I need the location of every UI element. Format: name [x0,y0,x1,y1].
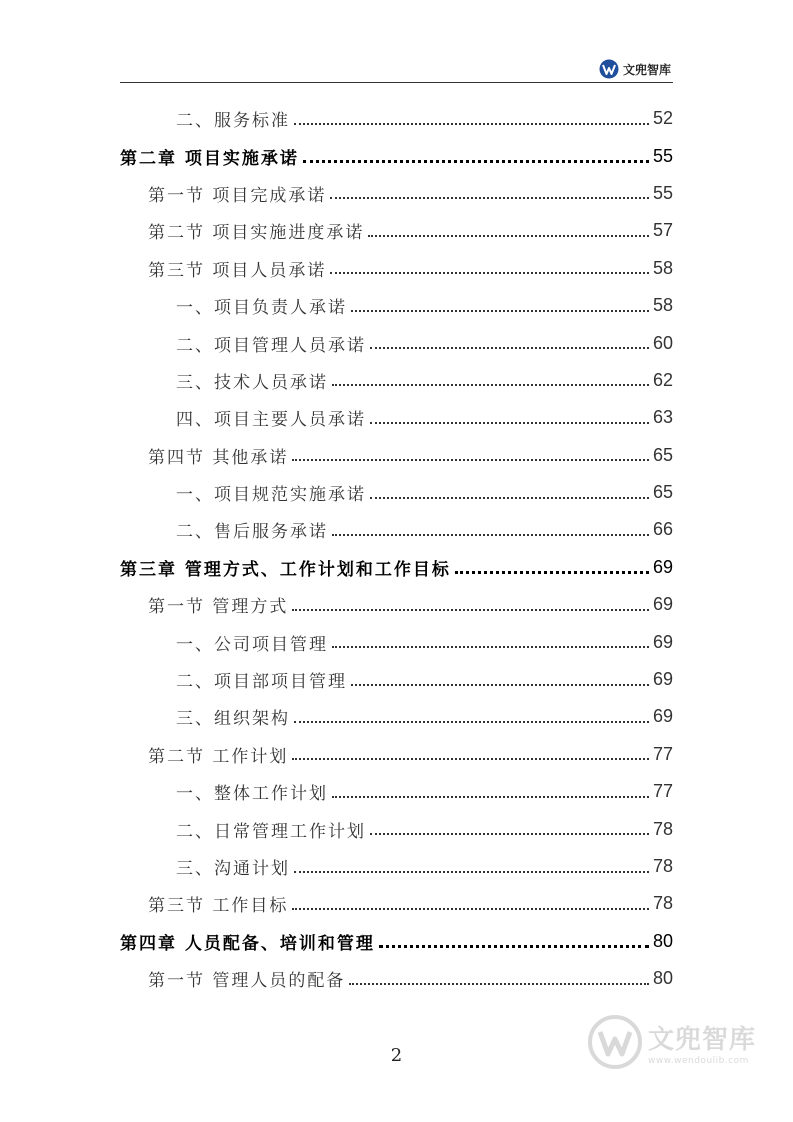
toc-entry-label: 一、项目规范实施承诺 [176,485,366,506]
toc-entry-page: 77 [652,781,673,802]
toc-entry[interactable] [120,437,673,474]
toc-entry[interactable] [120,623,673,660]
toc-entry-label: 四、项目主要人员承诺 [176,410,366,431]
toc-entry[interactable] [120,175,673,212]
watermark-text: 文兜智库 [648,1024,757,1055]
toc-entry[interactable] [120,362,673,399]
toc-leader-dots [330,197,649,199]
header-rule [120,82,673,83]
toc-entry-page: 63 [652,407,673,428]
toc-entry-page: 69 [652,706,673,727]
toc-entry-page: 52 [652,108,673,129]
toc-entry-page: 69 [652,594,673,615]
watermark-logo-icon [588,1015,642,1069]
toc-entry-page: 69 [652,556,673,577]
toc-entry-label: 二、日常管理工作计划 [176,821,366,842]
toc-entry-label: 二、售后服务承诺 [176,522,328,543]
watermark [588,1015,756,1069]
toc-leader-dots [294,871,649,873]
toc-leader-dots [368,235,649,237]
toc-entry-label: 第二节 项目实施进度承诺 [148,223,365,244]
toc-entry-page: 78 [652,818,673,839]
toc-entry-label: 第二章 项目实施承诺 [120,148,299,169]
toc-entry-page: 69 [652,669,673,690]
toc-leader-dots [332,384,649,386]
toc-entry-label: 第二节 工作计划 [148,746,289,767]
toc-entry-label: 二、服务标准 [176,111,290,132]
watermark-url: www.wendoulib.com [648,1055,749,1066]
toc-entry[interactable] [120,773,673,810]
toc-entry[interactable] [120,212,673,249]
toc-entry-page: 60 [652,332,673,353]
toc-leader-dots [303,160,649,163]
toc-leader-dots [292,459,649,461]
toc-leader-dots [370,833,649,835]
toc-entry-label: 第三节 项目人员承诺 [148,260,327,281]
toc-entry[interactable] [120,511,673,548]
toc-leader-dots [351,310,649,312]
toc-entry-page: 65 [652,444,673,465]
toc-entry-label: 第一节 管理人员的配备 [148,971,346,992]
toc-entry-page: 55 [652,182,673,203]
toc-entry[interactable] [120,661,673,698]
toc-entry-label: 二、项目管理人员承诺 [176,335,366,356]
toc-entry[interactable] [120,960,673,997]
toc-entry-label: 三、技术人员承诺 [176,372,328,393]
toc-leader-dots [349,983,649,985]
toc-entry-label: 一、项目负责人承诺 [176,298,347,319]
toc-entry-label: 一、公司项目管理 [176,634,328,655]
toc-entry[interactable] [120,736,673,773]
toc-entry[interactable] [120,549,673,586]
toc-entry-label: 三、沟通计划 [176,859,290,879]
toc-entry-label: 第一节 项目完成承诺 [148,185,327,206]
toc-leader-dots [379,945,649,948]
toc-entry-page: 58 [652,257,673,278]
toc-leader-dots [455,571,649,574]
toc-leader-dots [332,534,649,536]
toc-entry-page: 80 [652,930,673,951]
toc-entry-page: 80 [652,968,673,989]
table-of-contents [120,100,673,997]
toc-entry-label: 一、整体工作计划 [176,784,328,805]
toc-entry-label: 第四章 人员配备、培训和管理 [120,933,375,954]
toc-leader-dots [370,422,649,424]
header-logo-text: 文兜智库 [622,62,671,77]
wendou-logo-icon [599,59,619,79]
toc-leader-dots [294,123,649,125]
toc-entry-page: 58 [652,295,673,316]
toc-leader-dots [292,908,649,910]
toc-entry-label: 二、项目部项目管理 [176,672,347,693]
toc-entry-page: 57 [652,220,673,241]
toc-entry[interactable] [120,100,673,137]
toc-entry-label: 第三节 工作目标 [148,896,289,917]
toc-leader-dots [294,721,649,723]
toc-entry-page: 69 [652,631,673,652]
toc-entry-page: 55 [652,145,673,166]
toc-entry[interactable] [120,474,673,511]
toc-entry-page: 62 [652,369,673,390]
toc-entry-label: 三、组织架构 [176,709,290,730]
toc-leader-dots [332,646,649,648]
toc-leader-dots [370,347,649,349]
toc-entry[interactable] [120,848,673,885]
toc-entry-page: 78 [652,856,673,876]
toc-leader-dots [351,684,649,686]
toc-entry[interactable] [120,324,673,361]
toc-entry[interactable] [120,586,673,623]
toc-entry-label: 第一节 管理方式 [148,597,289,618]
page-number: 2 [390,1045,403,1066]
toc-entry[interactable] [120,698,673,735]
toc-entry[interactable] [120,885,673,922]
header-logo [599,58,671,80]
toc-entry-page: 78 [652,893,673,914]
toc-entry[interactable] [120,287,673,324]
toc-entry-page: 77 [652,743,673,764]
toc-leader-dots [332,796,649,798]
toc-leader-dots [330,272,649,274]
toc-entry[interactable] [120,923,673,960]
toc-entry[interactable] [120,810,673,847]
toc-entry-page: 66 [652,519,673,540]
toc-entry-label: 第四节 其他承诺 [148,447,289,468]
toc-leader-dots [292,609,649,611]
toc-entry[interactable] [120,399,673,436]
toc-entry-label: 第三章 管理方式、工作计划和工作目标 [120,559,451,580]
toc-leader-dots [292,758,649,760]
toc-entry-page: 65 [652,482,673,503]
toc-entry[interactable] [120,250,673,287]
toc-entry[interactable] [120,137,673,174]
toc-leader-dots [370,497,649,499]
